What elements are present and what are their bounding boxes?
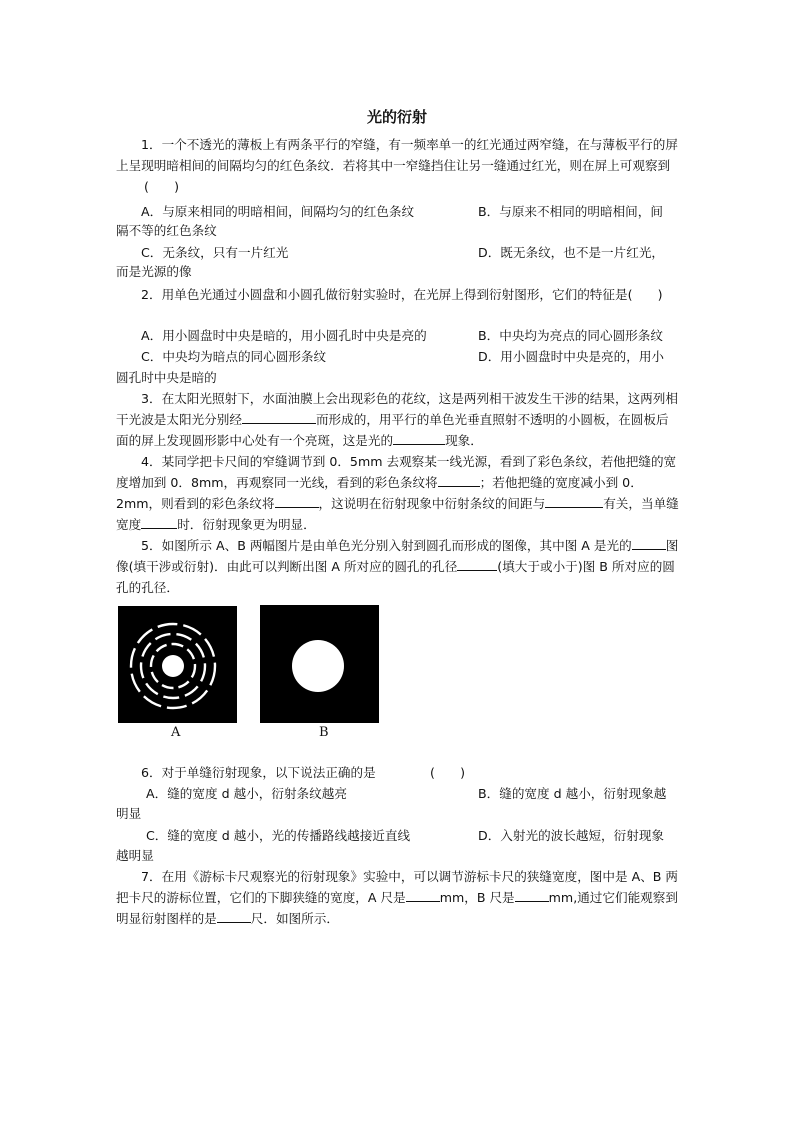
- question-2-stem: [116, 284, 680, 305]
- question-1-stem: [116, 134, 680, 197]
- q7-text-4: 尺．如图所示．: [250, 911, 339, 926]
- q7-text-2: mm，B 尺是: [439, 890, 515, 905]
- q2-stem-text: 2．用单色光通过小圆盘和小圆孔做衍射实验时，在光屏上得到衍射图形，它们的特征是: [141, 287, 628, 302]
- question-7-text: [116, 866, 680, 929]
- q6-option-b-cont-text: 明显: [116, 806, 142, 821]
- q4-text-5: 时．衍射现象更为明显．: [177, 517, 316, 532]
- q4-text-1: 4．某同学把卡尺间的窄缝调节到 0．5mm 去观察某一线光源，看到了彩色条纹，若他把缝的宽度增加到 0．8mm，再观察同一光线，看到的彩色条纹将: [116, 454, 677, 490]
- question-4-text: [116, 451, 680, 535]
- q7-text-1: 7．在用《游标卡尺观察光的衍射现象》实验中，可以调节游标卡尺的狭缝宽度，图中是 A、B 两把卡尺的游标位置，它们的下脚狭缝的宽度，A 尺是: [116, 869, 679, 905]
- figure-a-label: A: [171, 725, 181, 740]
- q6-option-d-cont: [116, 845, 680, 866]
- q6-option-d[interactable]: D．入射光的波长越短，衍射现象: [478, 828, 665, 843]
- q6-option-b-cont: [116, 803, 680, 824]
- q2-option-d-cont: [116, 367, 680, 388]
- q4-blank-1[interactable]: [438, 474, 480, 487]
- q3-text-1: 3．在太阳光照射下，水面油膜上会出现彩色的花纹，这是两列相干波发生干涉的结果，这两列相干光波是太阳光分别经: [116, 391, 678, 427]
- q1-answer-paren: ( ): [144, 179, 180, 194]
- q5-text-1: 5．如图所示 A、B 两幅图片是由单色光分别入射到圆孔而形成的图像，其中图 A 是光的: [141, 538, 632, 553]
- question-6-stem: [116, 762, 680, 783]
- q2-option-d-cont-text: 圆孔时中央是暗的: [116, 370, 217, 385]
- q1-option-a[interactable]: A．与原来相同的明暗相间，间隔均匀的红色条纹: [141, 204, 415, 219]
- q4-text-3: ，这说明在衍射现象中衍射条纹的间距与: [318, 496, 546, 511]
- q1-option-d[interactable]: D．既无条纹，也不是一片红光，: [478, 245, 665, 260]
- q6-option-a[interactable]: A．缝的宽度 d 越小，衍射条纹越亮: [146, 786, 347, 801]
- q2-options-ab: [116, 325, 680, 346]
- q2-option-d[interactable]: D．用小圆盘时中央是亮的，用小: [478, 349, 665, 364]
- q6-option-c[interactable]: C．缝的宽度 d 越小，光的传播路线越接近直线: [146, 828, 411, 843]
- question-5-text: [116, 535, 680, 598]
- q1-option-d-cont: [116, 261, 680, 282]
- q6-options-ab: [116, 783, 680, 804]
- q1-option-b[interactable]: B．与原来不相同的明暗相间，间: [478, 204, 663, 219]
- q2-option-b[interactable]: B．中央均为亮点的同心圆形条纹: [478, 328, 663, 343]
- q7-text-3: mm,通过它们能观察到明显衍射图样的是: [116, 890, 678, 926]
- q3-text-2: 而形成的，用平行的单色光垂直照射不透明的小圆板，在圆板后面的屏上发现圆形影中心处有一个亮斑，这是光的: [116, 412, 669, 448]
- q3-text-3: 现象．: [445, 433, 483, 448]
- figure-b-disc-image: [260, 605, 379, 723]
- q7-blank-2[interactable]: [515, 889, 549, 902]
- q6-answer-paren: ( ): [430, 765, 466, 780]
- q4-text-2: ；若他把缝的宽度减小到 0．2mm，则看到的彩色条纹将: [116, 475, 643, 511]
- question-3-text: [116, 388, 680, 451]
- q3-blank-2[interactable]: [393, 432, 445, 445]
- q2-answer-paren: ( ): [627, 287, 663, 302]
- q5-blank-2[interactable]: [457, 558, 497, 571]
- q7-blank-1[interactable]: [406, 889, 440, 902]
- figure-b: [260, 605, 379, 723]
- page-title: 光的衍射: [366, 108, 427, 126]
- q6-option-b[interactable]: B．缝的宽度 d 越小，衍射现象越: [478, 786, 667, 801]
- q4-text-4: 有关，当单缝宽度: [116, 496, 679, 532]
- q5-text-3: (填大于或小于)图 B 所对应的圆孔的孔径．: [116, 559, 675, 595]
- q7-blank-3[interactable]: [217, 910, 251, 923]
- q4-blank-4[interactable]: [141, 516, 177, 529]
- q4-blank-2[interactable]: [275, 495, 319, 508]
- q1-stem-text: 1．一个不透光的薄板上有两条平行的窄缝，有一频率单一的红光通过两窄缝，在与薄板平行的屏上呈现明暗相间的间隔均匀的红色条纹．若将其中一窄缝挡住让另一缝通过红光，则在屏上可观察到: [116, 137, 678, 173]
- q1-option-d-cont-text: 而是光源的像: [116, 264, 192, 279]
- q3-blank-1[interactable]: [242, 411, 316, 424]
- q1-options-ab: [116, 201, 680, 222]
- figure-b-label: B: [319, 725, 329, 740]
- q1-options-cd: [116, 242, 680, 263]
- q6-stem-text: 6．对于单缝衍射现象，以下说法正确的是: [141, 765, 376, 780]
- q1-option-c[interactable]: C．无条纹，只有一片红光: [141, 245, 289, 260]
- q1-option-b-cont-text: 隔不等的红色条纹: [116, 223, 217, 238]
- q5-blank-1[interactable]: [632, 537, 666, 550]
- figure-a: [118, 606, 237, 723]
- q6-option-d-cont-text: 越明显: [116, 848, 154, 863]
- q2-option-a[interactable]: A．用小圆盘时中央是暗的，用小圆孔时中央是亮的: [141, 328, 427, 343]
- q4-blank-3[interactable]: [545, 495, 603, 508]
- q1-option-b-cont: [116, 220, 680, 241]
- q2-options-cd: [116, 346, 680, 367]
- q2-option-c[interactable]: C．中央均为暗点的同心圆形条纹: [141, 349, 327, 364]
- figure-a-diffraction-image: [118, 606, 237, 723]
- q6-options-cd: [116, 825, 680, 846]
- q5-text-2: 图像(填干涉或衍射)．由此可以判断出图 A 所对应的圆孔的孔径: [116, 538, 679, 574]
